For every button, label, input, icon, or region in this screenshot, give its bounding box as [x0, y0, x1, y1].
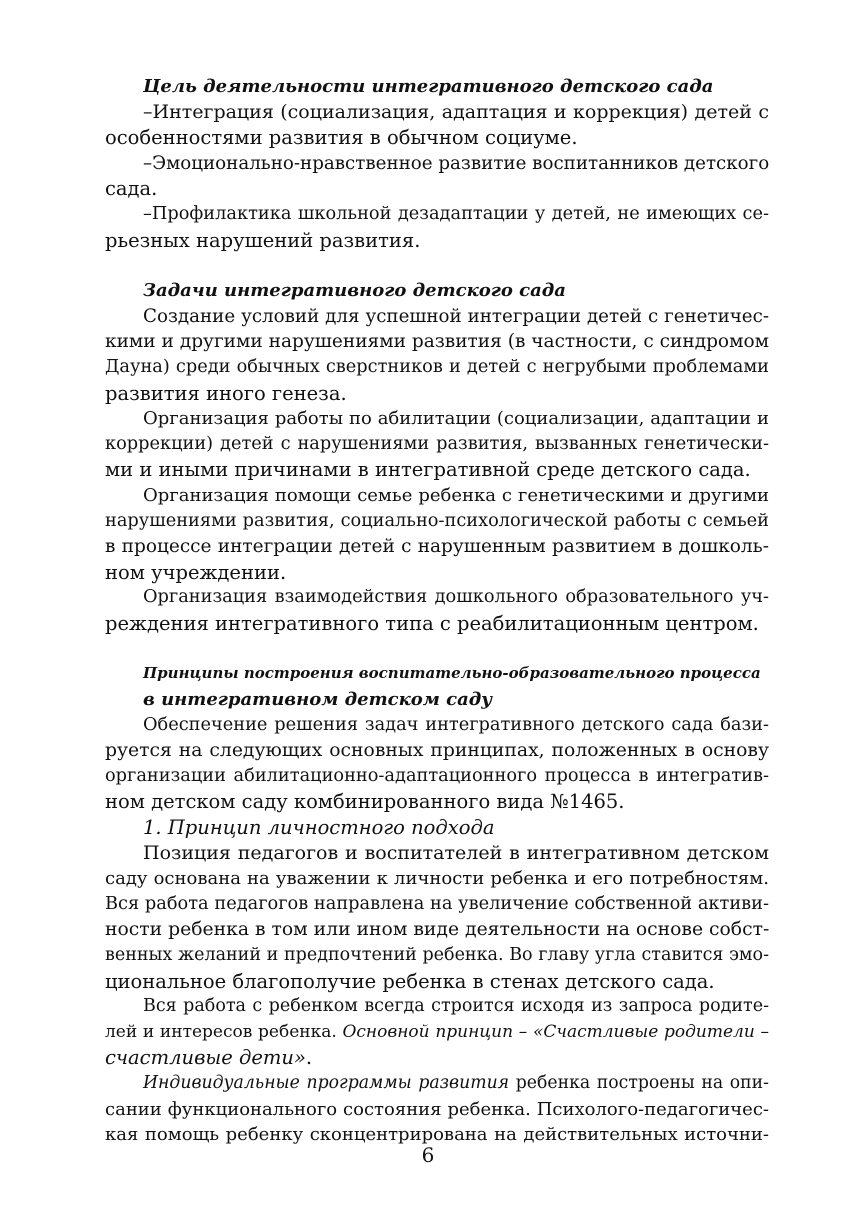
- text-line: коррекции) детей с нарушениями развития, вызванных генетически-: [105, 433, 769, 454]
- text-line: рьезных нарушений развития.: [105, 228, 421, 252]
- text-line: циональное благополучие ребенка в стенах детского сада.: [105, 969, 715, 993]
- text-span: лей и интересов ребенка.: [105, 1021, 343, 1042]
- text-line: Обеспечение решения задач интегративного детского сада бази-: [143, 714, 769, 735]
- emphasis-span: Индивидуальные программы развития: [143, 1072, 510, 1093]
- text-line: сании функционального состояния ребенка. Психолого-педагогичес-: [105, 1098, 769, 1120]
- section-heading: в интегративном детском саду: [143, 689, 493, 711]
- text-line: –Эмоционально-нравственное развитие воспитанников детского: [143, 152, 770, 174]
- text-line: организации абилитационно-адаптационного процесса в интегратив-: [105, 765, 769, 786]
- text-line: Дауна) среди обычных сверстников и детей с негрубыми проблемами: [105, 356, 769, 377]
- text-line: –Интеграция (социализация, адаптация и коррекция) детей с: [143, 100, 769, 123]
- text-span: .: [305, 1046, 313, 1070]
- section-heading: Принципы построения воспитательно-образовательного процесса: [143, 664, 761, 683]
- page-number: 6: [421, 1143, 435, 1167]
- text-line: Позиция педагогов и воспитателей в интегративном детском: [143, 841, 769, 864]
- emphasis-span: счастливые дети»: [105, 1046, 306, 1070]
- text-line: ми и иными причинами в интегративной среде детского сада.: [105, 458, 751, 482]
- text-line: Создание условий для успешной интеграции детей с генетичес-: [143, 305, 769, 327]
- text-line: [105, 1071, 769, 1097]
- section-heading: Задачи интегративного детского сада: [143, 280, 566, 302]
- text-line: венных желаний и предпочтений ребенка. Во главу угла ставится эмо-: [105, 945, 769, 965]
- section-heading: Цель деятельности интегративного детского сада: [143, 76, 714, 97]
- text-line: кими и другими нарушениями развития (в частности, с синдромом: [105, 331, 769, 353]
- text-line: саду основана на уважении к личности ребенка и его потребностям.: [105, 868, 769, 890]
- text-line: развития иного генеза.: [105, 381, 347, 405]
- text-line: нарушениями развития, социально-психологической работы с семьей: [105, 510, 769, 531]
- text-line: [105, 1020, 769, 1046]
- text-line: Организация помощи семье ребенка с генетическими и другими: [143, 484, 769, 506]
- text-line: [105, 1045, 769, 1071]
- text-line: ном детском саду комбинированного вида №1465.: [105, 790, 625, 814]
- text-line: Вся работа с ребенком всегда строится исходя из запроса родите-: [143, 996, 769, 1017]
- emphasis-span: Основной принцип – «Счастливые родители –: [342, 1021, 769, 1042]
- text-line: кая помощь ребенку сконцентрирована на действительных источни-: [105, 1124, 769, 1146]
- text-line: Организация взаимодействия дошкольного образовательного уч-: [143, 587, 769, 608]
- text-line: Вся работа педагогов направлена на увеличение собственной активи-: [105, 893, 769, 914]
- text-line: Организация работы по абилитации (социализации, адаптации и: [143, 408, 769, 430]
- text-line: руется на следующих основных принципах, положенных в основу: [105, 740, 769, 762]
- text-line: особенностями развития в обычном социуме.: [105, 126, 578, 150]
- page-body: [105, 74, 769, 1148]
- text-line: реждения интегративного типа с реабилитационным центром.: [105, 611, 759, 635]
- text-line: ном учреждении.: [105, 560, 287, 584]
- text-line: ности ребенка в том или ином виде деятельности на основе собст-: [105, 919, 770, 941]
- text-span: ребенка построены на опи-: [509, 1072, 770, 1093]
- text-line: –Профилактика школьной дезадаптации у детей, не имеющих се-: [143, 203, 769, 224]
- text-line: сада.: [105, 177, 158, 201]
- principle-title: 1. Принцип личностного подхода: [143, 816, 495, 840]
- text-line: в процессе интеграции детей с нарушенным развитием в дошколь-: [105, 536, 769, 558]
